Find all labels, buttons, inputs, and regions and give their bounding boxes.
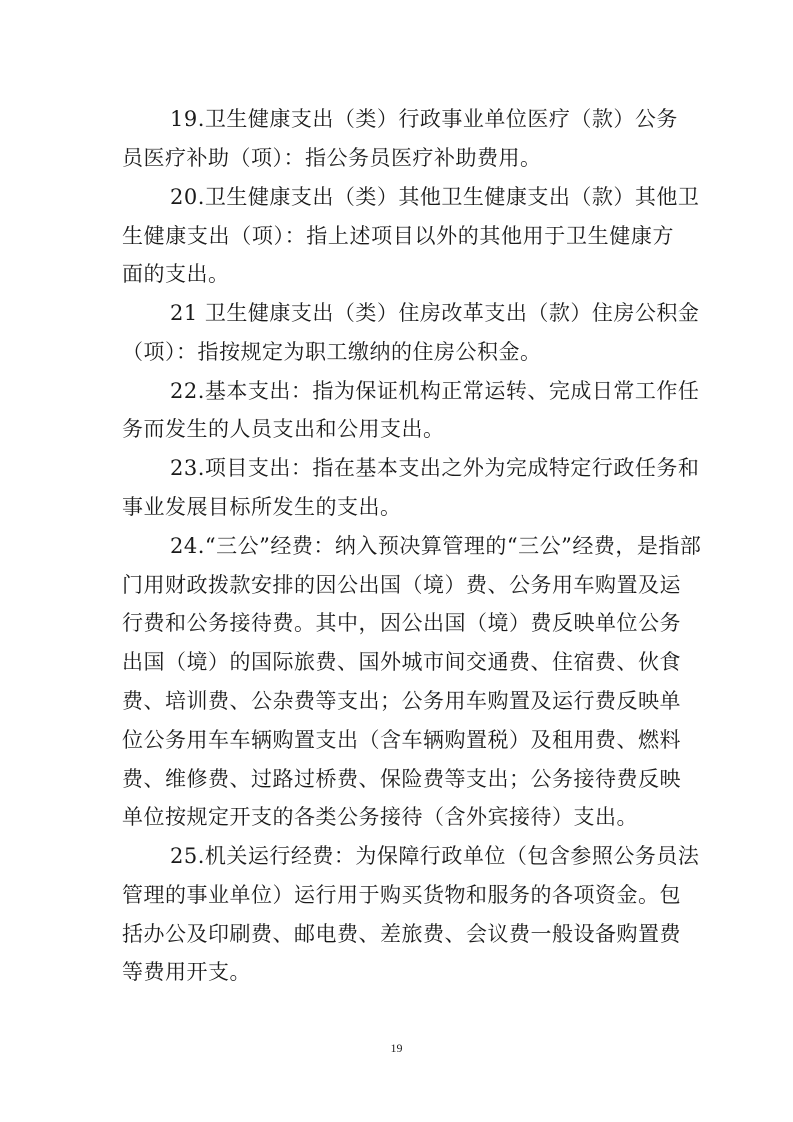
paragraph-20-line-3: 面的支出。 <box>122 262 230 286</box>
paragraph-25-line-2: 管理的事业单位）运行用于购买货物和服务的各项资金。包 <box>122 883 681 907</box>
paragraph-24-line-7: 费、维修费、过路过桥费、保险费等支出；公务接待费反映 <box>122 767 681 791</box>
paragraph-24-line-5: 费、培训费、公杂费等支出；公务用车购置及运行费反映单 <box>122 689 681 713</box>
paragraph-24-line-3: 行费和公务接待费。其中，因公出国（境）费反映单位公务 <box>122 611 681 635</box>
paragraph-22-line-1: 22.基本支出：指为保证机构正常运转、完成日常工作任 <box>170 379 700 403</box>
paragraph-19-line-2: 员医疗补助（项）：指公务员医疗补助费用。 <box>122 146 542 170</box>
paragraph-25-line-3: 括办公及印刷费、邮电费、差旅费、会议费一般设备购置费 <box>122 922 681 946</box>
paragraph-20-line-1: 20.卫生健康支出（类）其他卫生健康支出（款）其他卫 <box>170 185 700 209</box>
paragraph-22-line-2: 务而发生的人员支出和公用支出。 <box>122 417 445 441</box>
paragraph-24-line-2: 门用财政拨款安排的因公出国（境）费、公务用车购置及运 <box>122 573 681 597</box>
paragraph-24-line-6: 位公务用车车辆购置支出（含车辆购置税）及租用费、燃料 <box>122 728 681 752</box>
paragraph-25-line-1: 25.机关运行经费：为保障行政单位（包含参照公务员法 <box>170 844 700 868</box>
paragraph-21-line-1: 21 卫生健康支出（类）住房改革支出（款）住房公积金 <box>170 301 700 325</box>
paragraph-23-line-2: 事业发展目标所发生的支出。 <box>122 495 402 519</box>
paragraph-24-line-1: 24.“三公”经费：纳入预决算管理的“三公”经费，是指部 <box>170 534 702 558</box>
paragraph-23-line-1: 23.项目支出：指在基本支出之外为完成特定行政任务和 <box>170 456 700 480</box>
paragraph-21-line-2: （项）：指按规定为职工缴纳的住房公积金。 <box>122 340 542 364</box>
page-number: 19 <box>390 1041 403 1055</box>
paragraph-20-line-2: 生健康支出（项）：指上述项目以外的其他用于卫生健康方 <box>122 224 674 248</box>
paragraph-24-line-8: 单位按规定开支的各类公务接待（含外宾接待）支出。 <box>122 805 638 829</box>
paragraph-24-line-4: 出国（境）的国际旅费、国外城市间交通费、住宿费、伙食 <box>122 650 681 674</box>
paragraph-25-line-4: 等费用开支。 <box>122 960 251 984</box>
paragraph-19-line-1: 19.卫生健康支出（类）行政事业单位医疗（款）公务 <box>170 107 678 131</box>
